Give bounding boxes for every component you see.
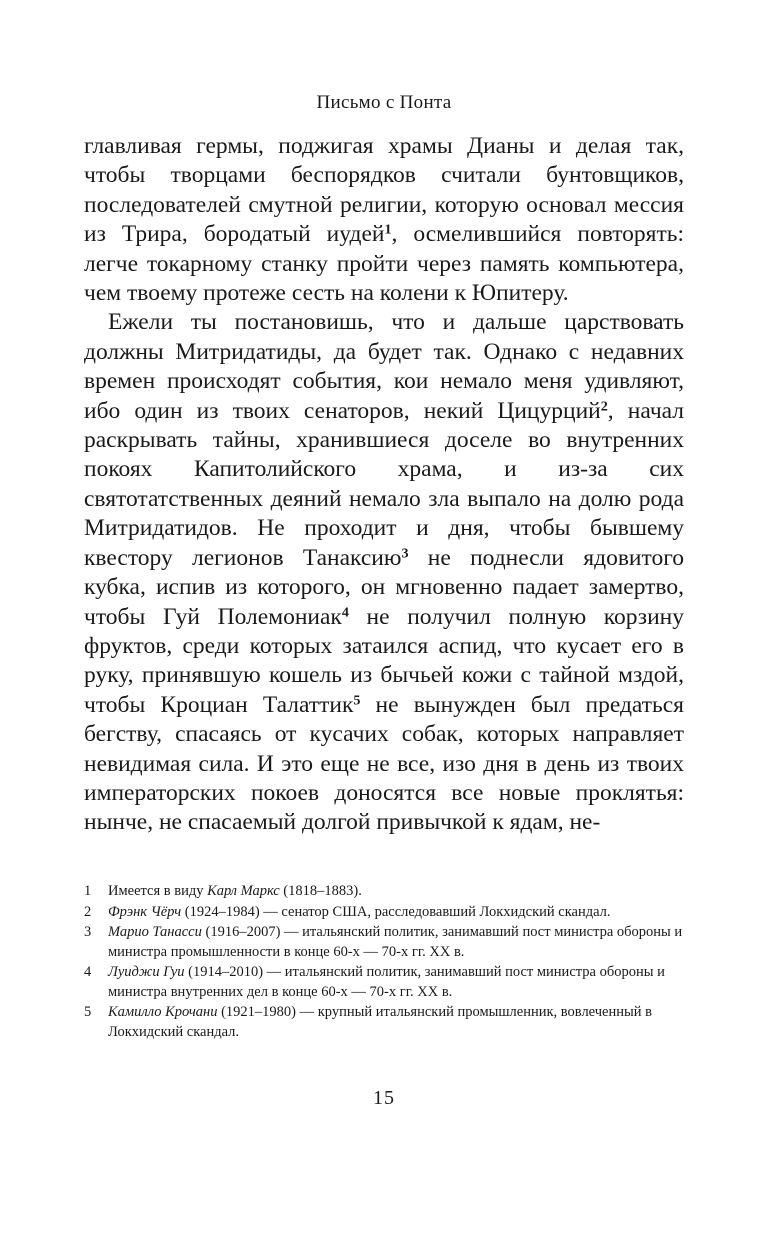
footnote-description: (1818–1883). [279,883,362,899]
footnote-ref[interactable]: 3 [401,544,409,561]
footnote-description: (1921–1980) — крупный итальянский промышленник, вовлеченный в Локхидский скандал. [108,1004,652,1040]
footnotes [84,882,684,1043]
footnote-text [108,1003,684,1042]
footnote-ref[interactable]: 2 [600,397,608,414]
footnote-number: 5 [84,1004,92,1020]
footnote-ref[interactable]: 1 [384,221,392,238]
footnote-item [84,963,684,1002]
paragraph [84,132,684,308]
footnote-number: 2 [84,903,92,920]
footnote-text [108,963,684,1002]
footnote-person-name: Луиджи Гуи [108,964,185,980]
text-run: не поднесли ядовитого кубка, испив из которого, он мгновенно падает замертво, чтобы Гуй Полемониак [84,544,685,630]
text-run: , начал раскрывать тайны, хранившиеся доселе во внутренних покоях Капитолийского храма, и из-за сих святотатственных деяний немало зла выпало на долю рода Митридатидов. Не проходит и дня, чтобы бывшему квестору легионов Танаксию [84,397,685,571]
footnote-ref[interactable]: 4 [341,603,349,620]
text-run: не получил полную корзину фруктов, среди которых затаился аспид, что кусает его в руку, принявшую кошель из бычьей кожи с тайной мздой, чтобы Кроциан Талаттик [84,603,684,718]
footnote-number: 1 [84,883,92,899]
footnote-person-name: Марио Танасси [108,924,202,940]
footnote-text [108,923,684,962]
footnote-description: (1916–2007) — итальянский политик, занимавший пост министра обороны и министра промышленности в конце 60-х — 70-х гг. XX в. [108,924,683,960]
text-run: , осмелившийся повторять: легче токарному станку пройти через память компьютера, чем твоему протеже сесть на колени к Юпитеру. [84,221,685,307]
footnote-person-name: Карл Маркс [207,883,280,899]
text-run: главливая гермы, поджигая храмы Дианы и делая так, чтобы творцами беспорядков считали бунтовщиков, последователей смутной религии, которую основал мессия из Трира, бородатый иудей [84,133,684,248]
main-text [84,132,684,838]
text-run: Ежели ты постановишь, что и дальше царствовать должны Митридатиды, да будет так. Однако с недавних времен происходят события, кои немало меня удивляют, ибо один из твоих сенаторов, некий Цицурций [84,309,684,424]
footnote-description: (1914–2010) — итальянский политик, занимавший пост министра обороны и министра внутренних дел в конце 60-х — 70-х гг. XX в. [108,964,665,1000]
footnote-item [84,903,684,923]
footnote-text [108,882,684,902]
footnote-item [84,923,684,962]
footnote-number: 3 [84,924,92,940]
footnote-number: 4 [84,964,92,980]
footnote-person-name: Фрэнк Чёрч [108,903,182,920]
paragraph [84,308,684,837]
footnote-description: (1924–1984) — сенатор США, расследовавший Локхидский скандал. [181,903,611,920]
footnote-item [84,882,684,902]
page-number: 15 [373,1087,395,1109]
footnote-ref[interactable]: 5 [353,691,361,708]
footnote-person-name: Камилло Крочани [108,1004,218,1020]
footnote-prefix: Имеется в виду [108,883,208,899]
text-run: не вынужден был предаться бегству, спасаясь от кусачих собак, которых направляет невидимая сила. И это еще не все, изо дня в день из твоих императорских покоев доносятся все новые проклятья: нынче, не спасаемый долгой привычкой к ядам, не- [84,691,684,836]
footnote-item [84,1003,684,1042]
running-title: Письмо с Понта [316,92,452,113]
footnote-text [108,903,684,923]
